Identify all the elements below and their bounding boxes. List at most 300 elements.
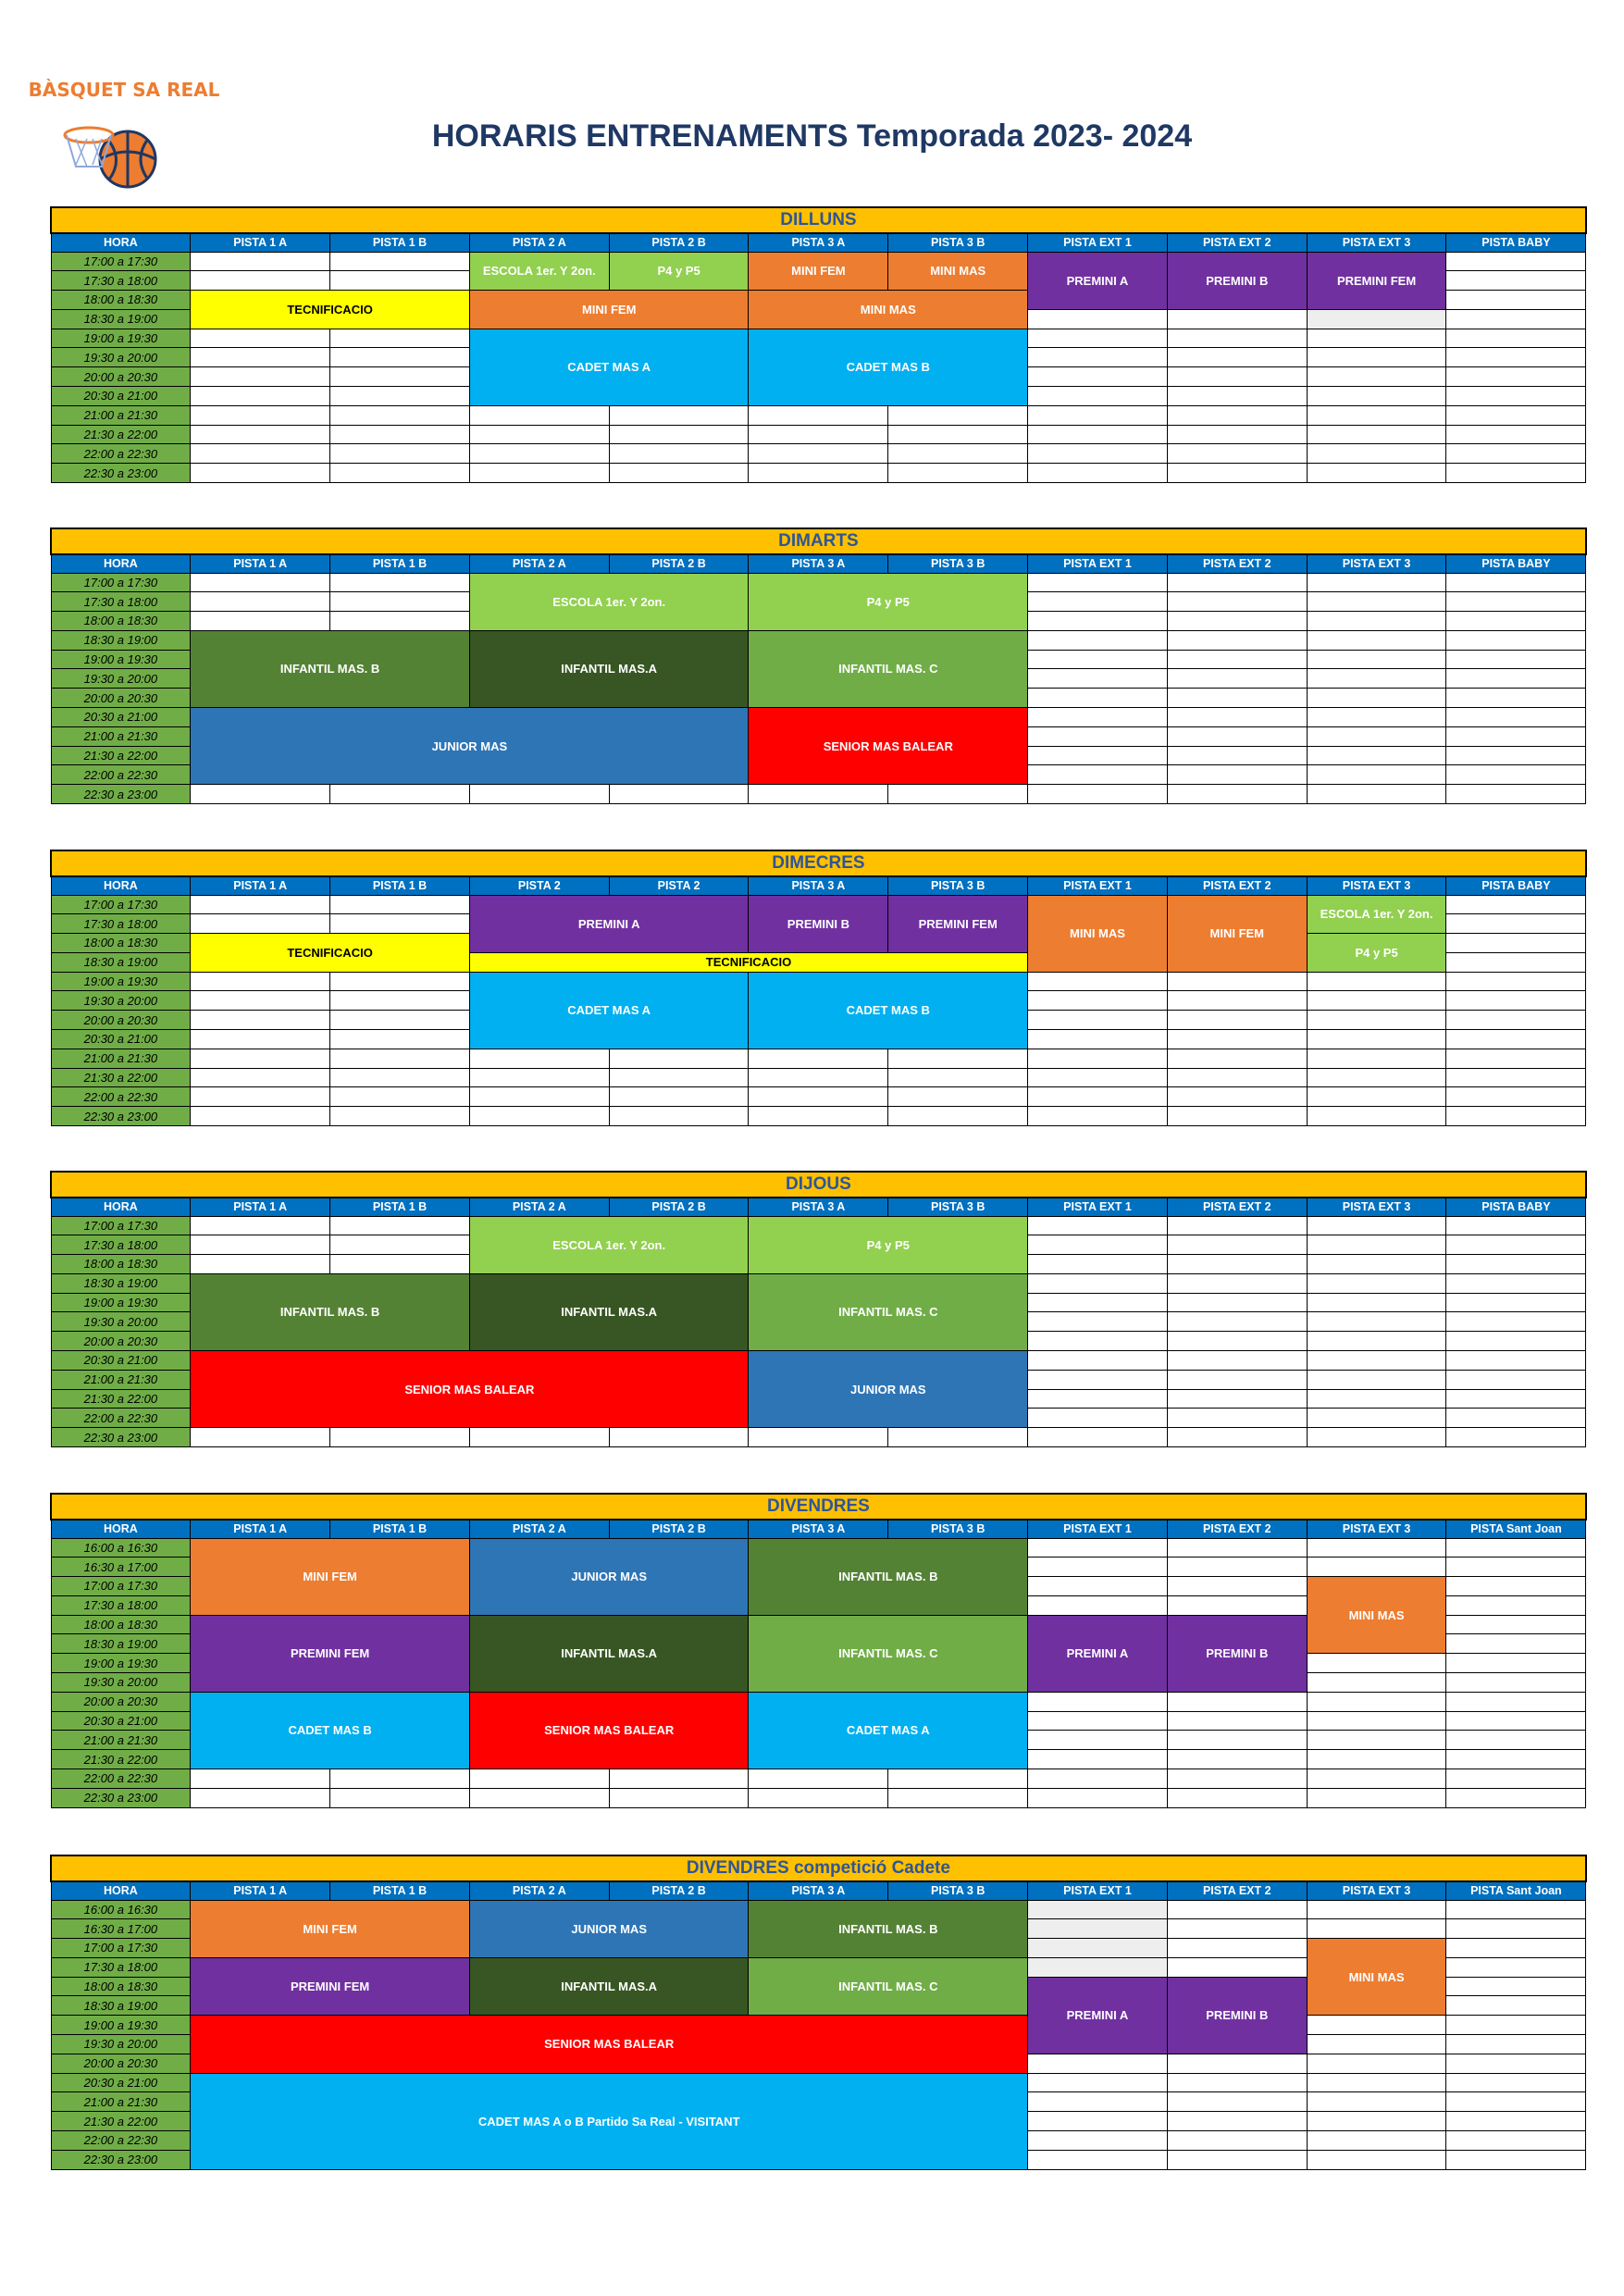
empty-slot bbox=[1446, 2092, 1586, 2112]
empty-slot bbox=[191, 785, 330, 804]
time-slot: 21:30 a 22:00 bbox=[51, 746, 191, 765]
empty-slot bbox=[1307, 425, 1446, 444]
empty-slot bbox=[1307, 1011, 1446, 1030]
empty-slot bbox=[1307, 1107, 1446, 1126]
empty-slot bbox=[1167, 1235, 1307, 1255]
time-slot: 20:30 a 21:00 bbox=[51, 1351, 191, 1371]
empty-slot bbox=[888, 1788, 1028, 1807]
empty-slot bbox=[1307, 612, 1446, 631]
training-block: SENIOR MAS BALEAR bbox=[191, 1351, 749, 1428]
empty-slot bbox=[1446, 669, 1586, 689]
empty-slot bbox=[1167, 650, 1307, 669]
empty-slot bbox=[1446, 1011, 1586, 1030]
court-header: PISTA EXT 1 bbox=[1028, 233, 1168, 252]
empty-slot bbox=[609, 444, 749, 464]
time-slot: 21:30 a 22:00 bbox=[51, 1750, 191, 1769]
empty-slot bbox=[1167, 1939, 1307, 1958]
training-block: INFANTIL MAS. B bbox=[191, 630, 470, 707]
court-header: PISTA 3 A bbox=[749, 1881, 888, 1900]
court-header: PISTA EXT 2 bbox=[1167, 1881, 1307, 1900]
time-slot: 18:30 a 19:00 bbox=[51, 1273, 191, 1293]
empty-slot bbox=[1028, 1577, 1168, 1596]
empty-slot bbox=[1167, 405, 1307, 425]
empty-slot bbox=[191, 1049, 330, 1068]
training-block: JUNIOR MAS bbox=[191, 708, 749, 785]
empty-slot bbox=[1307, 746, 1446, 765]
training-block: MINI FEM bbox=[469, 291, 749, 329]
time-slot: 20:00 a 20:30 bbox=[51, 1011, 191, 1030]
court-header: PISTA BABY bbox=[1446, 876, 1586, 895]
empty-slot bbox=[1028, 329, 1168, 348]
training-block: MINI FEM bbox=[1167, 895, 1307, 972]
empty-slot bbox=[1167, 1107, 1307, 1126]
empty-slot bbox=[1307, 1750, 1446, 1769]
empty-slot bbox=[1446, 765, 1586, 785]
time-slot: 19:30 a 20:00 bbox=[51, 2035, 191, 2054]
time-slot: 22:00 a 22:30 bbox=[51, 1087, 191, 1107]
court-header: PISTA 1 B bbox=[330, 1881, 470, 1900]
training-block: PREMINI A bbox=[1028, 1615, 1168, 1692]
time-slot: 20:30 a 21:00 bbox=[51, 2073, 191, 2092]
training-block: TECNIFICACIO bbox=[191, 291, 470, 329]
empty-slot bbox=[330, 1107, 470, 1126]
empty-slot bbox=[469, 1087, 609, 1107]
empty-slot bbox=[469, 464, 609, 483]
empty-slot bbox=[1307, 592, 1446, 612]
empty-slot bbox=[1307, 708, 1446, 727]
empty-slot bbox=[1307, 1273, 1446, 1293]
reserved-cell bbox=[1307, 309, 1446, 329]
empty-slot bbox=[191, 1255, 330, 1274]
court-header: PISTA 1 A bbox=[191, 876, 330, 895]
schedule-table bbox=[50, 206, 1587, 483]
time-slot: 20:00 a 20:30 bbox=[51, 689, 191, 708]
empty-slot bbox=[1028, 405, 1168, 425]
court-header: PISTA 1 B bbox=[330, 876, 470, 895]
empty-slot bbox=[1307, 1788, 1446, 1807]
empty-slot bbox=[1446, 934, 1586, 953]
time-slot: 19:30 a 20:00 bbox=[51, 1673, 191, 1693]
training-block: P4 y P5 bbox=[749, 1216, 1028, 1273]
time-slot: 17:00 a 17:30 bbox=[51, 895, 191, 914]
empty-slot bbox=[888, 1087, 1028, 1107]
time-slot: 18:00 a 18:30 bbox=[51, 1255, 191, 1274]
empty-slot bbox=[1167, 2150, 1307, 2169]
empty-slot bbox=[1446, 1577, 1586, 1596]
training-block: CADET MAS B bbox=[191, 1692, 470, 1769]
empty-slot bbox=[1167, 746, 1307, 765]
empty-slot bbox=[1028, 612, 1168, 631]
court-header: PISTA EXT 1 bbox=[1028, 1520, 1168, 1538]
empty-slot bbox=[191, 329, 330, 348]
empty-slot bbox=[1167, 573, 1307, 592]
empty-slot bbox=[1167, 1216, 1307, 1235]
time-slot: 18:00 a 18:30 bbox=[51, 612, 191, 631]
empty-slot bbox=[609, 425, 749, 444]
training-block: CADET MAS A o B Partido Sa Real - VISITANT bbox=[191, 2073, 1028, 2169]
court-header: PISTA 2 bbox=[609, 876, 749, 895]
training-block: INFANTIL MAS. B bbox=[191, 1273, 470, 1350]
empty-slot bbox=[191, 1068, 330, 1087]
empty-slot bbox=[1167, 1293, 1307, 1312]
empty-slot bbox=[888, 1049, 1028, 1068]
empty-slot bbox=[888, 425, 1028, 444]
time-slot: 22:00 a 22:30 bbox=[51, 2131, 191, 2151]
training-block: MINI FEM bbox=[191, 1900, 470, 1957]
empty-slot bbox=[1028, 650, 1168, 669]
empty-slot bbox=[1028, 592, 1168, 612]
empty-slot bbox=[1307, 1235, 1446, 1255]
empty-slot bbox=[191, 271, 330, 291]
empty-slot bbox=[330, 348, 470, 367]
empty-slot bbox=[191, 895, 330, 914]
empty-slot bbox=[469, 1769, 609, 1789]
court-header: PISTA 3 A bbox=[749, 1520, 888, 1538]
empty-slot bbox=[1028, 1293, 1168, 1312]
time-slot: 20:30 a 21:00 bbox=[51, 1711, 191, 1731]
time-slot: 19:00 a 19:30 bbox=[51, 650, 191, 669]
training-block: TECNIFICACIO bbox=[191, 934, 470, 973]
empty-slot bbox=[749, 405, 888, 425]
empty-slot bbox=[1167, 1692, 1307, 1711]
time-slot: 22:30 a 23:00 bbox=[51, 2150, 191, 2169]
empty-slot bbox=[191, 1107, 330, 1126]
svg-text:BÀSQUET SA REAL: BÀSQUET SA REAL bbox=[28, 79, 220, 101]
empty-slot bbox=[1446, 1370, 1586, 1389]
empty-slot bbox=[330, 405, 470, 425]
empty-slot bbox=[1307, 1900, 1446, 1919]
training-block: MINI MAS bbox=[1307, 1939, 1446, 2016]
empty-slot bbox=[1446, 387, 1586, 406]
time-slot: 17:00 a 17:30 bbox=[51, 1577, 191, 1596]
empty-slot bbox=[1446, 650, 1586, 669]
time-slot: 22:00 a 22:30 bbox=[51, 444, 191, 464]
empty-slot bbox=[1028, 1068, 1168, 1087]
empty-slot bbox=[888, 464, 1028, 483]
time-slot: 19:00 a 19:30 bbox=[51, 329, 191, 348]
time-slot: 21:30 a 22:00 bbox=[51, 1389, 191, 1409]
empty-slot bbox=[1446, 1558, 1586, 1577]
reserved-cell bbox=[1028, 1939, 1168, 1958]
empty-slot bbox=[888, 444, 1028, 464]
empty-slot bbox=[330, 914, 470, 934]
empty-slot bbox=[1446, 348, 1586, 367]
court-header: PISTA 2 B bbox=[609, 554, 749, 573]
empty-slot bbox=[888, 785, 1028, 804]
empty-slot bbox=[191, 252, 330, 271]
empty-slot bbox=[330, 1049, 470, 1068]
empty-slot bbox=[1446, 1293, 1586, 1312]
empty-slot bbox=[1028, 1692, 1168, 1711]
empty-slot bbox=[330, 425, 470, 444]
empty-slot bbox=[1028, 1312, 1168, 1332]
time-slot: 21:30 a 22:00 bbox=[51, 2112, 191, 2131]
time-slot: 18:00 a 18:30 bbox=[51, 1977, 191, 1996]
time-slot: 17:00 a 17:30 bbox=[51, 1216, 191, 1235]
empty-slot bbox=[1446, 895, 1586, 914]
empty-slot bbox=[469, 1049, 609, 1068]
empty-slot bbox=[191, 1030, 330, 1049]
hour-header: HORA bbox=[51, 1881, 191, 1900]
time-slot: 18:30 a 19:00 bbox=[51, 952, 191, 972]
empty-slot bbox=[1446, 1389, 1586, 1409]
empty-slot bbox=[1446, 1409, 1586, 1428]
empty-slot bbox=[1028, 1595, 1168, 1615]
empty-slot bbox=[1446, 1711, 1586, 1731]
empty-slot bbox=[330, 271, 470, 291]
empty-slot bbox=[1446, 252, 1586, 271]
empty-slot bbox=[1028, 573, 1168, 592]
time-slot: 18:30 a 19:00 bbox=[51, 630, 191, 650]
empty-slot bbox=[1446, 2035, 1586, 2054]
time-slot: 22:30 a 23:00 bbox=[51, 785, 191, 804]
empty-slot bbox=[1307, 1030, 1446, 1049]
time-slot: 18:30 a 19:00 bbox=[51, 1996, 191, 2016]
empty-slot bbox=[1307, 1068, 1446, 1087]
empty-slot bbox=[1167, 2131, 1307, 2151]
empty-slot bbox=[191, 914, 330, 934]
empty-slot bbox=[1446, 914, 1586, 934]
empty-slot bbox=[1307, 1654, 1446, 1673]
empty-slot bbox=[191, 991, 330, 1011]
court-header: PISTA BABY bbox=[1446, 233, 1586, 252]
empty-slot bbox=[1307, 2054, 1446, 2073]
empty-slot bbox=[1446, 1957, 1586, 1977]
empty-slot bbox=[330, 895, 470, 914]
empty-slot bbox=[888, 1107, 1028, 1126]
empty-slot bbox=[1028, 1428, 1168, 1447]
empty-slot bbox=[469, 1107, 609, 1126]
court-header: PISTA BABY bbox=[1446, 554, 1586, 573]
empty-slot bbox=[1307, 2016, 1446, 2035]
time-slot: 21:00 a 21:30 bbox=[51, 1731, 191, 1750]
training-block: PREMINI B bbox=[1167, 252, 1307, 309]
court-header: PISTA 3 A bbox=[749, 876, 888, 895]
empty-slot bbox=[330, 329, 470, 348]
time-slot: 17:30 a 18:00 bbox=[51, 592, 191, 612]
court-header: PISTA 3 B bbox=[888, 876, 1028, 895]
empty-slot bbox=[1028, 2073, 1168, 2092]
training-block: ESCOLA 1er. Y 2on. bbox=[469, 252, 609, 291]
empty-slot bbox=[1028, 2131, 1168, 2151]
empty-slot bbox=[1446, 1634, 1586, 1654]
empty-slot bbox=[1446, 2073, 1586, 2092]
empty-slot bbox=[1446, 1977, 1586, 1996]
empty-slot bbox=[1028, 2150, 1168, 2169]
empty-slot bbox=[1307, 367, 1446, 387]
court-header: PISTA EXT 2 bbox=[1167, 876, 1307, 895]
time-slot: 17:30 a 18:00 bbox=[51, 1595, 191, 1615]
time-slot: 17:00 a 17:30 bbox=[51, 1939, 191, 1958]
empty-slot bbox=[1028, 1788, 1168, 1807]
empty-slot bbox=[1446, 1750, 1586, 1769]
empty-slot bbox=[749, 425, 888, 444]
empty-slot bbox=[330, 1255, 470, 1274]
empty-slot bbox=[1446, 1788, 1586, 1807]
empty-slot bbox=[888, 1068, 1028, 1087]
court-header: PISTA EXT 2 bbox=[1167, 1520, 1307, 1538]
empty-slot bbox=[1446, 1273, 1586, 1293]
empty-slot bbox=[1028, 1107, 1168, 1126]
court-header: PISTA EXT 3 bbox=[1307, 1198, 1446, 1216]
empty-slot bbox=[1028, 991, 1168, 1011]
empty-slot bbox=[1167, 1332, 1307, 1351]
training-block: CADET MAS B bbox=[749, 972, 1028, 1049]
court-header: PISTA EXT 1 bbox=[1028, 876, 1168, 895]
empty-slot bbox=[330, 367, 470, 387]
empty-slot bbox=[1307, 329, 1446, 348]
empty-slot bbox=[1167, 464, 1307, 483]
empty-slot bbox=[1167, 1900, 1307, 1919]
empty-slot bbox=[609, 1788, 749, 1807]
time-slot: 20:30 a 21:00 bbox=[51, 1030, 191, 1049]
empty-slot bbox=[1307, 1351, 1446, 1371]
time-slot: 22:00 a 22:30 bbox=[51, 1769, 191, 1789]
empty-slot bbox=[1307, 669, 1446, 689]
court-header: PISTA EXT 1 bbox=[1028, 1881, 1168, 1900]
empty-slot bbox=[1446, 2112, 1586, 2131]
empty-slot bbox=[1028, 1049, 1168, 1068]
empty-slot bbox=[1167, 1558, 1307, 1577]
empty-slot bbox=[1028, 1558, 1168, 1577]
hour-header: HORA bbox=[51, 554, 191, 573]
court-header: PISTA 2 A bbox=[469, 1198, 609, 1216]
time-slot: 19:00 a 19:30 bbox=[51, 1293, 191, 1312]
empty-slot bbox=[330, 785, 470, 804]
training-block: JUNIOR MAS bbox=[749, 1351, 1028, 1428]
reserved-cell bbox=[1028, 1957, 1168, 1977]
empty-slot bbox=[191, 348, 330, 367]
empty-slot bbox=[330, 592, 470, 612]
empty-slot bbox=[1167, 2073, 1307, 2092]
time-slot: 22:00 a 22:30 bbox=[51, 1409, 191, 1428]
empty-slot bbox=[1028, 1087, 1168, 1107]
empty-slot bbox=[1167, 1351, 1307, 1371]
day-title: DIMECRES bbox=[51, 850, 1586, 876]
empty-slot bbox=[1167, 765, 1307, 785]
empty-slot bbox=[1028, 2092, 1168, 2112]
empty-slot bbox=[1167, 1538, 1307, 1558]
empty-slot bbox=[191, 1428, 330, 1447]
empty-slot bbox=[191, 1235, 330, 1255]
empty-slot bbox=[1028, 972, 1168, 991]
training-block: P4 y P5 bbox=[1307, 934, 1446, 973]
empty-slot bbox=[1167, 309, 1307, 329]
court-header: PISTA 2 bbox=[469, 876, 609, 895]
court-header: PISTA 3 B bbox=[888, 1198, 1028, 1216]
training-block: INFANTIL MAS. B bbox=[749, 1538, 1028, 1615]
time-slot: 20:00 a 20:30 bbox=[51, 367, 191, 387]
empty-slot bbox=[749, 1087, 888, 1107]
empty-slot bbox=[1028, 367, 1168, 387]
empty-slot bbox=[469, 1428, 609, 1447]
empty-slot bbox=[1446, 1996, 1586, 2016]
empty-slot bbox=[1446, 464, 1586, 483]
training-block: PREMINI FEM bbox=[191, 1615, 470, 1692]
court-header: PISTA 1 A bbox=[191, 1198, 330, 1216]
empty-slot bbox=[191, 1788, 330, 1807]
time-slot: 19:00 a 19:30 bbox=[51, 972, 191, 991]
empty-slot bbox=[330, 444, 470, 464]
time-slot: 21:00 a 21:30 bbox=[51, 1049, 191, 1068]
empty-slot bbox=[1307, 2112, 1446, 2131]
empty-slot bbox=[330, 464, 470, 483]
time-slot: 20:00 a 20:30 bbox=[51, 1692, 191, 1711]
empty-slot bbox=[1307, 1332, 1446, 1351]
empty-slot bbox=[1028, 309, 1168, 329]
time-slot: 20:00 a 20:30 bbox=[51, 2054, 191, 2073]
empty-slot bbox=[609, 1087, 749, 1107]
empty-slot bbox=[1446, 1255, 1586, 1274]
empty-slot bbox=[1167, 1769, 1307, 1789]
empty-slot bbox=[469, 425, 609, 444]
empty-slot bbox=[1167, 1049, 1307, 1068]
empty-slot bbox=[1446, 1538, 1586, 1558]
empty-slot bbox=[1446, 991, 1586, 1011]
empty-slot bbox=[1307, 1049, 1446, 1068]
empty-slot bbox=[330, 612, 470, 631]
empty-slot bbox=[749, 1769, 888, 1789]
empty-slot bbox=[330, 991, 470, 1011]
court-header: PISTA BABY bbox=[1446, 1198, 1586, 1216]
empty-slot bbox=[1307, 1370, 1446, 1389]
training-block: SENIOR MAS BALEAR bbox=[749, 708, 1028, 785]
court-header: PISTA 1 B bbox=[330, 1520, 470, 1538]
training-block: CADET MAS A bbox=[469, 329, 749, 405]
training-block: ESCOLA 1er. Y 2on. bbox=[1307, 895, 1446, 934]
training-block: JUNIOR MAS bbox=[469, 1538, 749, 1615]
empty-slot bbox=[888, 1428, 1028, 1447]
empty-slot bbox=[1446, 708, 1586, 727]
empty-slot bbox=[1028, 1538, 1168, 1558]
empty-slot bbox=[1446, 592, 1586, 612]
training-block: CADET MAS A bbox=[469, 972, 749, 1049]
court-header: PISTA 3 A bbox=[749, 1198, 888, 1216]
empty-slot bbox=[609, 405, 749, 425]
empty-slot bbox=[1307, 650, 1446, 669]
empty-slot bbox=[1028, 785, 1168, 804]
empty-slot bbox=[1307, 1428, 1446, 1447]
training-block: INFANTIL MAS. B bbox=[749, 1900, 1028, 1957]
court-header: PISTA 1 A bbox=[191, 1881, 330, 1900]
time-slot: 16:00 a 16:30 bbox=[51, 1900, 191, 1919]
day-title: DIJOUS bbox=[51, 1172, 1586, 1198]
court-header: PISTA 3 A bbox=[749, 554, 888, 573]
court-header: PISTA EXT 3 bbox=[1307, 233, 1446, 252]
empty-slot bbox=[1167, 785, 1307, 804]
court-header: PISTA 2 B bbox=[609, 1198, 749, 1216]
empty-slot bbox=[1028, 1750, 1168, 1769]
time-slot: 17:30 a 18:00 bbox=[51, 1957, 191, 1977]
empty-slot bbox=[1446, 1615, 1586, 1634]
court-header: PISTA 2 A bbox=[469, 233, 609, 252]
empty-slot bbox=[1307, 2035, 1446, 2054]
empty-slot bbox=[1028, 1409, 1168, 1428]
empty-slot bbox=[1446, 367, 1586, 387]
empty-slot bbox=[1446, 2150, 1586, 2169]
empty-slot bbox=[1446, 726, 1586, 746]
schedule-table bbox=[50, 850, 1587, 1126]
training-block: CADET MAS A bbox=[749, 1692, 1028, 1769]
empty-slot bbox=[1028, 1216, 1168, 1235]
empty-slot bbox=[1167, 1750, 1307, 1769]
empty-slot bbox=[1167, 708, 1307, 727]
empty-slot bbox=[1167, 669, 1307, 689]
empty-slot bbox=[1028, 1769, 1168, 1789]
empty-slot bbox=[1028, 444, 1168, 464]
court-header: PISTA 3 B bbox=[888, 1520, 1028, 1538]
time-slot: 22:30 a 23:00 bbox=[51, 1107, 191, 1126]
